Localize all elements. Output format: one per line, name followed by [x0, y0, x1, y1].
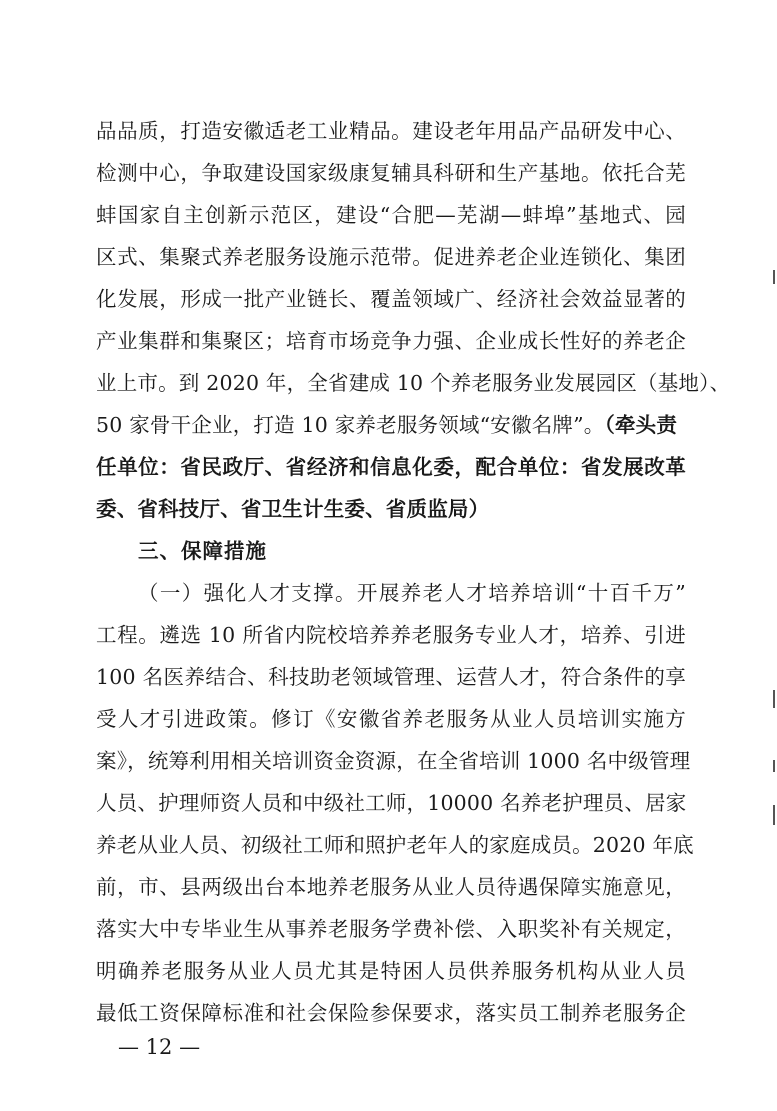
paragraph-line: 最低工资保障标准和社会保险参保要求，落实员工制养老服务企: [96, 1001, 686, 1025]
paragraph-line: 明确养老服务从业人员尤其是特困人员供养服务机构从业人员: [96, 959, 686, 983]
paragraph-line: 人员、护理师资人员和中级社工师，10000 名养老护理员、居家: [96, 791, 687, 815]
paragraph-text: 50 家骨干企业，打造 10 家养老服务领域“安徽名牌”。: [96, 413, 605, 437]
paragraph-line: 检测中心，争取建设国家级康复辅具科研和生产基地。依托合芜: [96, 161, 686, 185]
page-number: — 12 —: [118, 1035, 201, 1059]
paragraph-line: 化发展，形成一批产业链长、覆盖领域广、经济社会效益显著的: [96, 287, 686, 311]
responsible-unit-line: 委、省科技厅、省卫生计生委、省质监局）: [96, 497, 490, 521]
scan-edge-mark: [773, 270, 775, 284]
responsible-unit-line: 任单位：省民政厅、省经济和信息化委，配合单位：省发展改革: [96, 455, 686, 479]
paragraph-line: （一）强化人才支撑。开展养老人才培养培训“十百千万”: [138, 581, 686, 605]
responsible-unit-note: （牵头责: [604, 413, 678, 437]
paragraph-line: 工程。遴选 10 所省内院校培养养老服务专业人才，培养、引进: [96, 623, 686, 647]
section-heading: 三、保障措施: [138, 539, 267, 563]
paragraph-line: 受人才引进政策。修订《安徽省养老服务从业人员培训实施方: [96, 707, 686, 731]
scan-edge-mark: [773, 805, 775, 825]
paragraph-line: 蚌国家自主创新示范区，建设“合肥—芜湖—蚌埠”基地式、园: [96, 203, 686, 227]
paragraph-line: 落实大中专毕业生从事养老服务学费补偿、入职奖补有关规定，: [96, 917, 686, 941]
paragraph-line: 养老从业人员、初级社工师和照护老年人的家庭成员。2020 年底: [96, 833, 694, 857]
paragraph-line: [96, 411, 686, 439]
paragraph-line: 前，市、县两级出台本地养老服务从业人员待遇保障实施意见，: [96, 875, 686, 899]
paragraph-line: 业上市。到 2020 年，全省建成 10 个养老服务业发展园区（基地）、: [96, 371, 731, 395]
paragraph-line: 区式、集聚式养老服务设施示范带。促进养老企业连锁化、集团: [96, 245, 686, 269]
paragraph-line: 100 名医养结合、科技助老领域管理、运营人才，符合条件的享: [96, 665, 686, 689]
paragraph-line: 产业集群和集聚区；培育市场竞争力强、企业成长性好的养老企: [96, 329, 686, 353]
scan-edge-mark: [773, 760, 775, 772]
paragraph-line: 案》，统筹利用相关培训资金资源，在全省培训 1000 名中级管理: [96, 749, 691, 773]
scan-edge-mark: [773, 690, 775, 708]
paragraph-line: 品品质，打造安徽适老工业精品。建设老年用品产品研发中心、: [96, 119, 686, 143]
